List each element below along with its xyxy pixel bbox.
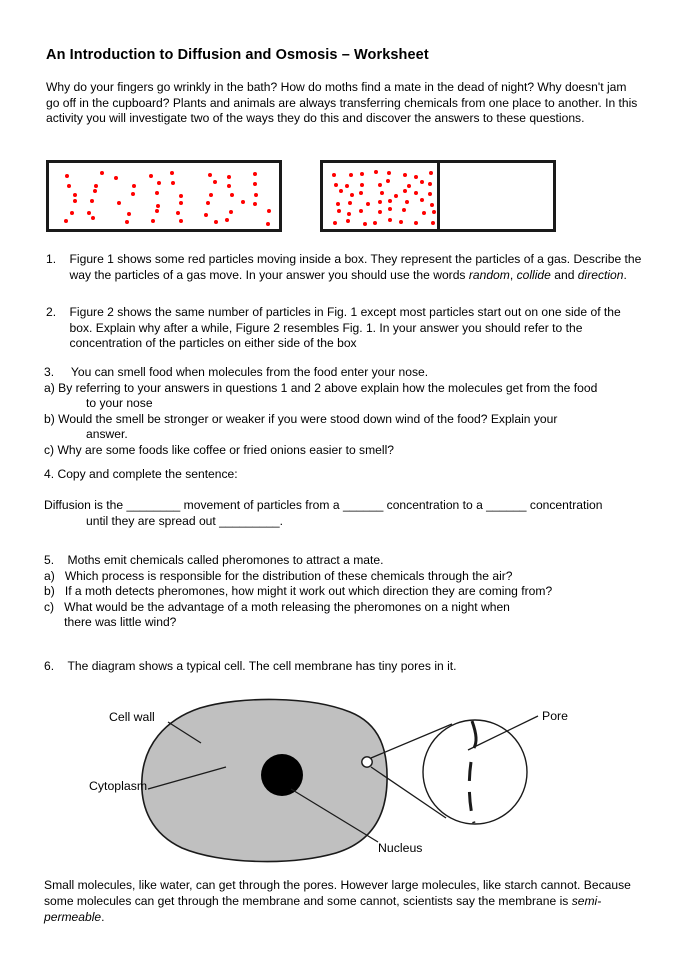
gas-particle xyxy=(337,209,341,213)
question-3-part-c-label: c) xyxy=(44,442,55,457)
pore-marker-icon xyxy=(362,757,372,767)
gas-particle xyxy=(349,173,353,177)
question-5-part-a xyxy=(44,569,644,585)
gas-particle xyxy=(204,213,208,217)
gas-particle xyxy=(414,175,418,179)
gas-particle xyxy=(430,203,434,207)
gas-particle xyxy=(171,181,175,185)
question-5 xyxy=(44,553,644,631)
gas-particle xyxy=(360,183,364,187)
gas-particle xyxy=(253,202,257,206)
nucleus-shape xyxy=(261,754,303,796)
emphasised-term: direction xyxy=(577,267,624,282)
question-3-part-a-text: By referring to your answers in questions 1 and 2 above explain how the molecules get from the food xyxy=(58,380,598,395)
gas-particle xyxy=(127,212,131,216)
gas-particle xyxy=(229,210,233,214)
question-4-number: 4. xyxy=(44,467,55,481)
gas-particle xyxy=(363,222,367,226)
fill-blank-4: _________ xyxy=(219,513,280,528)
question-6-stem: The diagram shows a typical cell. The cell membrane has tiny pores in it. xyxy=(67,659,457,673)
question-1 xyxy=(46,252,642,283)
gas-particle xyxy=(428,182,432,186)
gas-particle xyxy=(332,173,336,177)
cell-diagram xyxy=(60,690,640,870)
gas-particle xyxy=(374,170,378,174)
page-title: An Introduction to Diffusion and Osmosis – Worksheet xyxy=(46,47,429,63)
question-5-part-b-label: b) xyxy=(44,584,65,599)
label-nucleus: Nucleus xyxy=(378,841,423,855)
gas-particle xyxy=(73,199,77,203)
gas-particle xyxy=(176,211,180,215)
figure-1-box xyxy=(46,160,282,232)
gas-particle xyxy=(428,192,432,196)
gas-particle xyxy=(359,191,363,195)
gas-particle xyxy=(70,211,74,215)
gas-particle xyxy=(253,182,257,186)
gas-particle xyxy=(378,183,382,187)
question-4-stem-row xyxy=(44,467,644,483)
question-5-part-c xyxy=(44,600,644,631)
gas-particle xyxy=(402,208,406,212)
question-5-part-a-text: Which process is responsible for the distribution of these chemicals through the air? xyxy=(64,568,513,583)
gas-particle xyxy=(179,201,183,205)
closing-paragraph xyxy=(44,877,644,926)
question-4 xyxy=(44,467,644,529)
gas-particle xyxy=(387,171,391,175)
fill-line-1c: concentration to a xyxy=(383,498,487,513)
gas-particle xyxy=(155,209,159,213)
gas-particle xyxy=(131,192,135,196)
question-4-sentence-line-2 xyxy=(44,514,644,530)
gas-particle xyxy=(151,219,155,223)
gas-particle xyxy=(388,199,392,203)
question-3-part-a xyxy=(44,381,644,412)
gas-particle xyxy=(388,218,392,222)
emphasised-term: random xyxy=(468,267,510,282)
question-3-part-a-label: a) xyxy=(44,380,55,395)
gas-particle xyxy=(334,183,338,187)
question-5-stem: Moths emit chemicals called pheromones to attract a mate. xyxy=(67,553,384,567)
gas-particle xyxy=(170,171,174,175)
emphasised-term: collide xyxy=(516,267,551,282)
question-5-part-c-text xyxy=(64,600,644,631)
gas-particle xyxy=(399,220,403,224)
gas-particle xyxy=(431,221,435,225)
question-2 xyxy=(46,305,646,352)
question-5-part-c-label: c) xyxy=(44,599,65,614)
gas-particle xyxy=(155,191,159,195)
question-3-part-a-continuation: to your nose xyxy=(86,396,153,411)
question-3 xyxy=(44,365,644,459)
gas-particle xyxy=(73,193,77,197)
gas-particle xyxy=(225,218,229,222)
figure-2-divider xyxy=(437,163,440,229)
question-4-sentence xyxy=(44,498,644,529)
gas-particle xyxy=(420,198,424,202)
question-2-text xyxy=(70,305,646,352)
gas-particle xyxy=(149,174,153,178)
gas-particle xyxy=(117,201,121,205)
question-2-number: 2. xyxy=(46,305,70,319)
question-3-stem: You can smell food when molecules from the food enter your nose. xyxy=(70,365,429,379)
label-cytoplasm: Cytoplasm xyxy=(89,779,148,793)
text-run: , xyxy=(509,267,517,282)
gas-particle xyxy=(227,175,231,179)
gas-particle xyxy=(67,184,71,188)
emphasised-term: semi-permeable xyxy=(44,894,602,925)
gas-particle xyxy=(87,211,91,215)
gas-particle xyxy=(336,202,340,206)
gas-particle xyxy=(422,211,426,215)
text-run: Figure 2 shows the same number of particles in Fig. 1 except most particles start out on one side of the box. Explain why after a while, Figure 2 resembles Fig. 1. In your answer you should refer to the concentration of the particles on either side of the box xyxy=(69,305,621,351)
gas-particle xyxy=(91,216,95,220)
gas-particle xyxy=(241,200,245,204)
gas-particle xyxy=(214,220,218,224)
fill-line-2a: until they are spread out xyxy=(86,513,220,528)
fill-line-1a: Diffusion is the xyxy=(44,498,127,513)
gas-particle xyxy=(407,184,411,188)
question-1-number: 1. xyxy=(46,252,70,266)
question-5-part-c-line-2: there was little wind? xyxy=(64,615,177,630)
question-5-part-a-label: a) xyxy=(44,568,65,583)
gas-particle xyxy=(359,209,363,213)
gas-particle xyxy=(403,189,407,193)
gas-particle xyxy=(394,194,398,198)
gas-particle xyxy=(339,189,343,193)
gas-particle xyxy=(378,210,382,214)
gas-particle xyxy=(414,191,418,195)
question-3-number: 3. xyxy=(44,365,71,379)
gas-particle xyxy=(253,172,257,176)
gas-particle xyxy=(380,191,384,195)
gas-particle xyxy=(360,172,364,176)
question-3-part-b-text: Would the smell be stronger or weaker if you were stood down wind of the food? Explain your xyxy=(58,411,558,426)
intro-paragraph: Why do your fingers go wrinkly in the bath? How do moths find a mate in the dead of night? Why doesn't jam go off in the cupboard? Plants and animals are always transferring chemicals from one place to another. In this activity you will investigate two of the ways they do this and discover the answers to these questions. xyxy=(46,80,638,126)
gas-particle xyxy=(208,173,212,177)
text-run: Figure 1 shows some red particles moving inside a box. They represent the particles of a gas. Describe the way the particles of a gas move. In your answer you should use the words xyxy=(69,252,642,282)
figure-2-box xyxy=(320,160,556,232)
gas-particle xyxy=(179,219,183,223)
gas-particle xyxy=(345,184,349,188)
text-run: . xyxy=(101,910,105,925)
fill-blank-3: ______ xyxy=(486,498,527,513)
gas-particle xyxy=(350,193,354,197)
gas-particle xyxy=(347,212,351,216)
gas-particle xyxy=(267,209,271,213)
fill-blank-2: ______ xyxy=(342,498,384,513)
gas-particle xyxy=(179,194,183,198)
question-6-number: 6. xyxy=(44,659,68,673)
question-6 xyxy=(44,659,644,675)
gas-particle xyxy=(157,181,161,185)
question-3-part-b xyxy=(44,412,644,443)
question-5-part-b xyxy=(44,584,644,600)
gas-particle xyxy=(93,189,97,193)
gas-particle xyxy=(266,222,270,226)
gas-particle xyxy=(405,200,409,204)
gas-particle xyxy=(366,202,370,206)
gas-particle xyxy=(346,219,350,223)
gas-particle xyxy=(403,173,407,177)
question-3-part-c-text: Why are some foods like coffee or fried onions easier to smell? xyxy=(57,442,394,457)
text-run: and xyxy=(550,267,578,282)
gas-particle xyxy=(65,174,69,178)
gas-particle xyxy=(420,180,424,184)
fill-line-1d: concentration xyxy=(526,498,603,513)
text-run: . xyxy=(623,267,627,282)
question-5-part-b-text: If a moth detects pheromones, how might it work out which direction they are coming from? xyxy=(64,584,553,599)
fill-line-1b: movement of particles from a xyxy=(180,498,343,513)
gas-particle xyxy=(90,199,94,203)
gas-particle xyxy=(206,201,210,205)
gas-particle xyxy=(114,176,118,180)
gas-particle xyxy=(125,220,129,224)
gas-particle xyxy=(333,221,337,225)
gas-particle xyxy=(388,207,392,211)
question-5-number: 5. xyxy=(44,553,68,567)
gas-particle xyxy=(386,179,390,183)
question-3-part-c xyxy=(44,443,644,459)
gas-particle xyxy=(94,184,98,188)
fill-line-2b: . xyxy=(279,513,284,528)
gas-particle xyxy=(429,171,433,175)
question-5-part-c-line-1: What would be the advantage of a moth releasing the pheromones on a night when xyxy=(64,599,510,614)
gas-particle xyxy=(213,180,217,184)
gas-particle xyxy=(156,204,160,208)
label-cell-wall: Cell wall xyxy=(109,710,155,724)
gas-particle xyxy=(230,193,234,197)
gas-particle xyxy=(432,210,436,214)
gas-particle xyxy=(348,201,352,205)
gas-particle xyxy=(227,184,231,188)
label-pore: Pore xyxy=(542,709,568,723)
gas-particle xyxy=(373,221,377,225)
question-3-part-b-continuation: answer. xyxy=(86,427,128,442)
gas-particle xyxy=(414,221,418,225)
fill-blank-1: ________ xyxy=(126,498,181,513)
question-4-stem: Copy and complete the sentence: xyxy=(57,467,238,481)
text-run: Small molecules, like water, can get through the pores. However large molecules, like starch cannot. Because some molecules can get through the membrane and some cannot, scientists say the membrane is xyxy=(44,878,631,909)
question-3-part-b-label: b) xyxy=(44,411,55,426)
gas-particle xyxy=(378,200,382,204)
gas-particle xyxy=(209,193,213,197)
question-1-text xyxy=(70,252,642,283)
gas-particle xyxy=(254,193,258,197)
gas-particle xyxy=(100,171,104,175)
gas-particle xyxy=(132,184,136,188)
gas-particle xyxy=(64,219,68,223)
